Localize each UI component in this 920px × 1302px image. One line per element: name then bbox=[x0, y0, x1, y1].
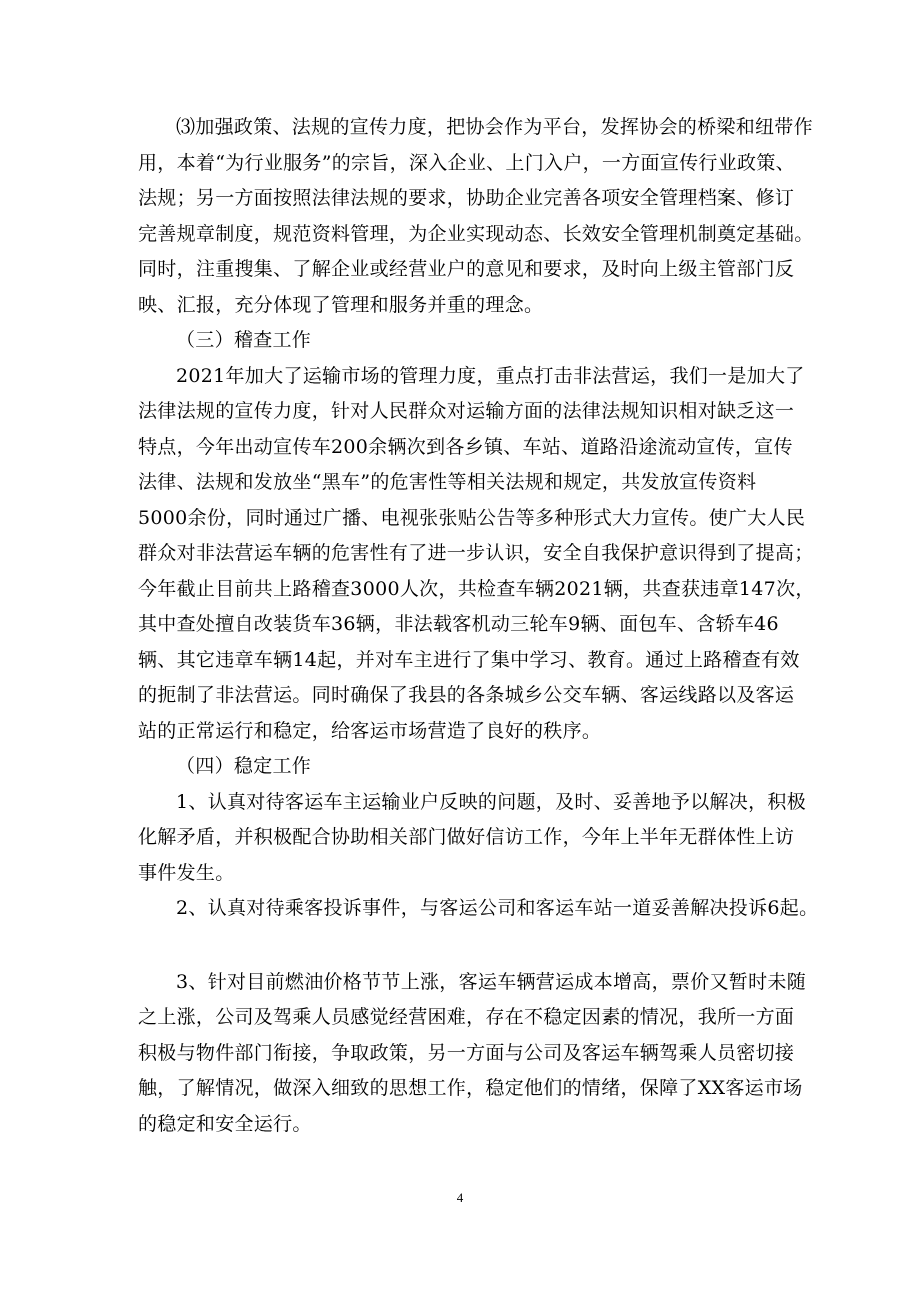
paragraph-line: 特点，今年出动宣传车200余辆次到各乡镇、车站、道路沿途流动宣传，宣传 bbox=[138, 435, 793, 458]
paragraph-line: 3、针对目前燃油价格节节上涨，客运车辆营运成本增高，票价又暂时未随 bbox=[176, 970, 806, 993]
paragraph-spacer bbox=[138, 927, 788, 965]
paragraph-line: 积极与物件部门衔接，争取政策，另一方面与公司及客运车辆驾乘人员密切接 bbox=[138, 1041, 795, 1064]
paragraph-line: ⑶加强政策、法规的宣传力度，把协会作为平台，发挥协会的桥梁和纽带作 bbox=[176, 116, 813, 138]
paragraph-line: 法律法规的宣传力度，针对人民群众对运输方面的法律法规知识相对缺乏这一 bbox=[138, 400, 795, 422]
paragraph-line: 完善规章制度，规范资料管理，为企业实现动态、长效安全管理机制奠定基础。 bbox=[138, 222, 814, 245]
page-number: 4 bbox=[456, 1190, 464, 1205]
paragraph-line: 之上涨，公司及驾乘人员感觉经营困难，存在不稳定因素的情况，我所一方面 bbox=[138, 1006, 795, 1028]
paragraph-line: 法律、法规和发放坐“黑车”的危害性等相关法规和规定，共发放宣传资料 bbox=[138, 471, 757, 493]
paragraph-line: 化解矛盾，并积极配合协助相关部门做好信访工作，今年上半年无群体性上访 bbox=[138, 826, 795, 848]
paragraph-line: 1、认真对待客运车主运输业户反映的问题，及时、妥善地予以解决，积极 bbox=[176, 790, 806, 813]
paragraph-line: 事件发生。 bbox=[138, 861, 235, 884]
paragraph-line: 2、认真对待乘客投诉事件，与客运公司和客运车站一道妥善解决投诉6起。 bbox=[176, 897, 819, 919]
paragraph-line: 群众对非法营运车辆的危害性有了进一步认识，安全自我保护意识得到了提高； bbox=[138, 542, 814, 564]
paragraph-line: 的稳定和安全运行。 bbox=[138, 1112, 312, 1135]
paragraph-line: 映、汇报，充分体现了管理和服务并重的理念。 bbox=[138, 293, 544, 316]
paragraph-line: 其中查处擅自改装货车36辆，非法载客机动三轮车9辆、面包车、含轿车46 bbox=[138, 613, 779, 635]
paragraph-line: 用，本着“为行业服务”的宗旨，深入企业、上门入户，一方面宣传行业政策、 bbox=[138, 151, 795, 174]
paragraph-line: 辆、其它违章车辆14起，并对车主进行了集中学习、教育。通过上路稽查有效 bbox=[138, 648, 800, 671]
section-heading: （四）稳定工作 bbox=[176, 755, 312, 777]
paragraph-line: 同时，注重搜集、了解企业或经营业户的意见和要求，及时向上级主管部门反 bbox=[138, 258, 795, 280]
paragraph-line: 的扼制了非法营运。同时确保了我县的各条城乡公交车辆、客运线路以及客运 bbox=[138, 684, 795, 706]
document-body bbox=[138, 110, 819, 1142]
paragraph-line: 站的正常运行和稳定，给客运市场营造了良好的秩序。 bbox=[138, 719, 602, 742]
section-heading: （三）稽查工作 bbox=[176, 329, 312, 351]
paragraph-line: 触，了解情况，做深入细致的思想工作，稳定他们的情绪，保障了XX客运市场 bbox=[138, 1077, 803, 1099]
paragraph-line: 法规；另一方面按照法律法规的要求，协助企业完善各项安全管理档案、修订 bbox=[138, 187, 795, 209]
paragraph-line: 今年截止目前共上路稽查3000人次，共检查车辆2021辆，共查获违章147次， bbox=[138, 577, 815, 600]
paragraph-line: 5000余份，同时通过广播、电视张张贴公告等多种形式大力宣传。使广大人民 bbox=[138, 506, 806, 529]
paragraph-line: 2021年加大了运输市场的管理力度，重点打击非法营运，我们一是加大了 bbox=[176, 364, 805, 387]
